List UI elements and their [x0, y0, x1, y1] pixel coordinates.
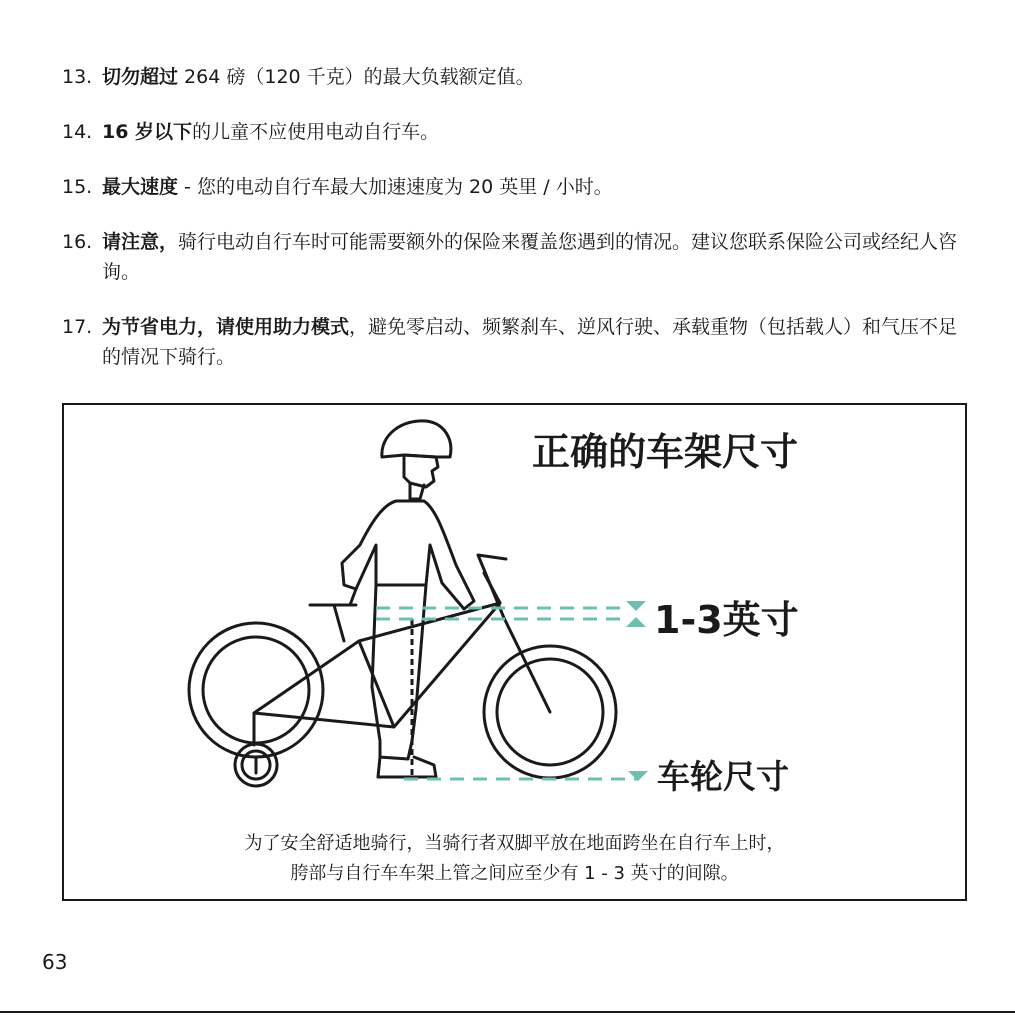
gap-label: 1-3英寸 — [654, 598, 799, 642]
rider-arm — [350, 589, 356, 605]
gap-arrow-top — [626, 601, 646, 611]
figure-caption — [64, 829, 965, 889]
rule-text: 264 磅（120 千克）的最大负载额定值。 — [178, 66, 535, 88]
safety-rules-list — [62, 62, 967, 397]
rule-number: 17. — [62, 316, 93, 338]
rule-number: 15. — [62, 176, 93, 198]
rule-emphasis: 为节省电力，请使用助力模式 — [102, 316, 350, 338]
rider-bike-illustration — [64, 405, 965, 899]
rule-emphasis: 16 岁以下 — [102, 121, 193, 143]
figure-title: 正确的车架尺寸 — [532, 430, 799, 474]
frame-size-figure — [62, 403, 967, 901]
rear-wheel-inner — [203, 637, 309, 743]
bike-headtube — [484, 573, 500, 603]
rider-legs — [372, 585, 426, 759]
rule-item-13 — [62, 62, 967, 92]
rule-text: ，避免零启动、频繁刹车、逆风行驶、承载重物（包括载人）和气压不足的情况下骑行。 — [102, 316, 958, 368]
rule-item-16 — [62, 227, 967, 287]
rule-emphasis: 请注意， — [102, 231, 179, 253]
rule-text: - 您的电动自行车最大加速速度为 20 英里 / 小时。 — [178, 176, 613, 198]
rule-item-15 — [62, 172, 967, 202]
rear-wheel — [189, 623, 323, 757]
rule-number: 14. — [62, 121, 93, 143]
caption-line-2: 胯部与自行车车架上管之间应至少有 1 - 3 英寸的间隙。 — [290, 863, 739, 884]
page-number: 63 — [42, 950, 68, 974]
rule-text: 骑行电动自行车时可能需要额外的保险来覆盖您遇到的情况。建议您联系保险公司或经纪人咨询。 — [102, 231, 958, 283]
rule-item-17 — [62, 312, 967, 372]
rider-torso — [342, 501, 474, 609]
wheel-size-label: 车轮尺寸 — [657, 757, 789, 796]
rule-text: 的儿童不应使用电动自行车。 — [192, 121, 440, 143]
rule-number: 16. — [62, 231, 93, 253]
gap-arrow-bottom — [626, 617, 646, 627]
rule-emphasis: 最大速度 — [102, 176, 179, 198]
caption-line-1: 为了安全舒适地骑行，当骑行者双脚平放在地面跨坐在自行车上时， — [244, 833, 785, 854]
rider-helmet — [382, 421, 451, 457]
wheel-arrow — [628, 771, 648, 781]
bike-seat — [310, 605, 356, 641]
rule-number: 13. — [62, 66, 93, 88]
bottom-rule — [0, 1011, 1015, 1013]
rule-item-14 — [62, 117, 967, 147]
rule-emphasis: 切勿超过 — [102, 66, 179, 88]
